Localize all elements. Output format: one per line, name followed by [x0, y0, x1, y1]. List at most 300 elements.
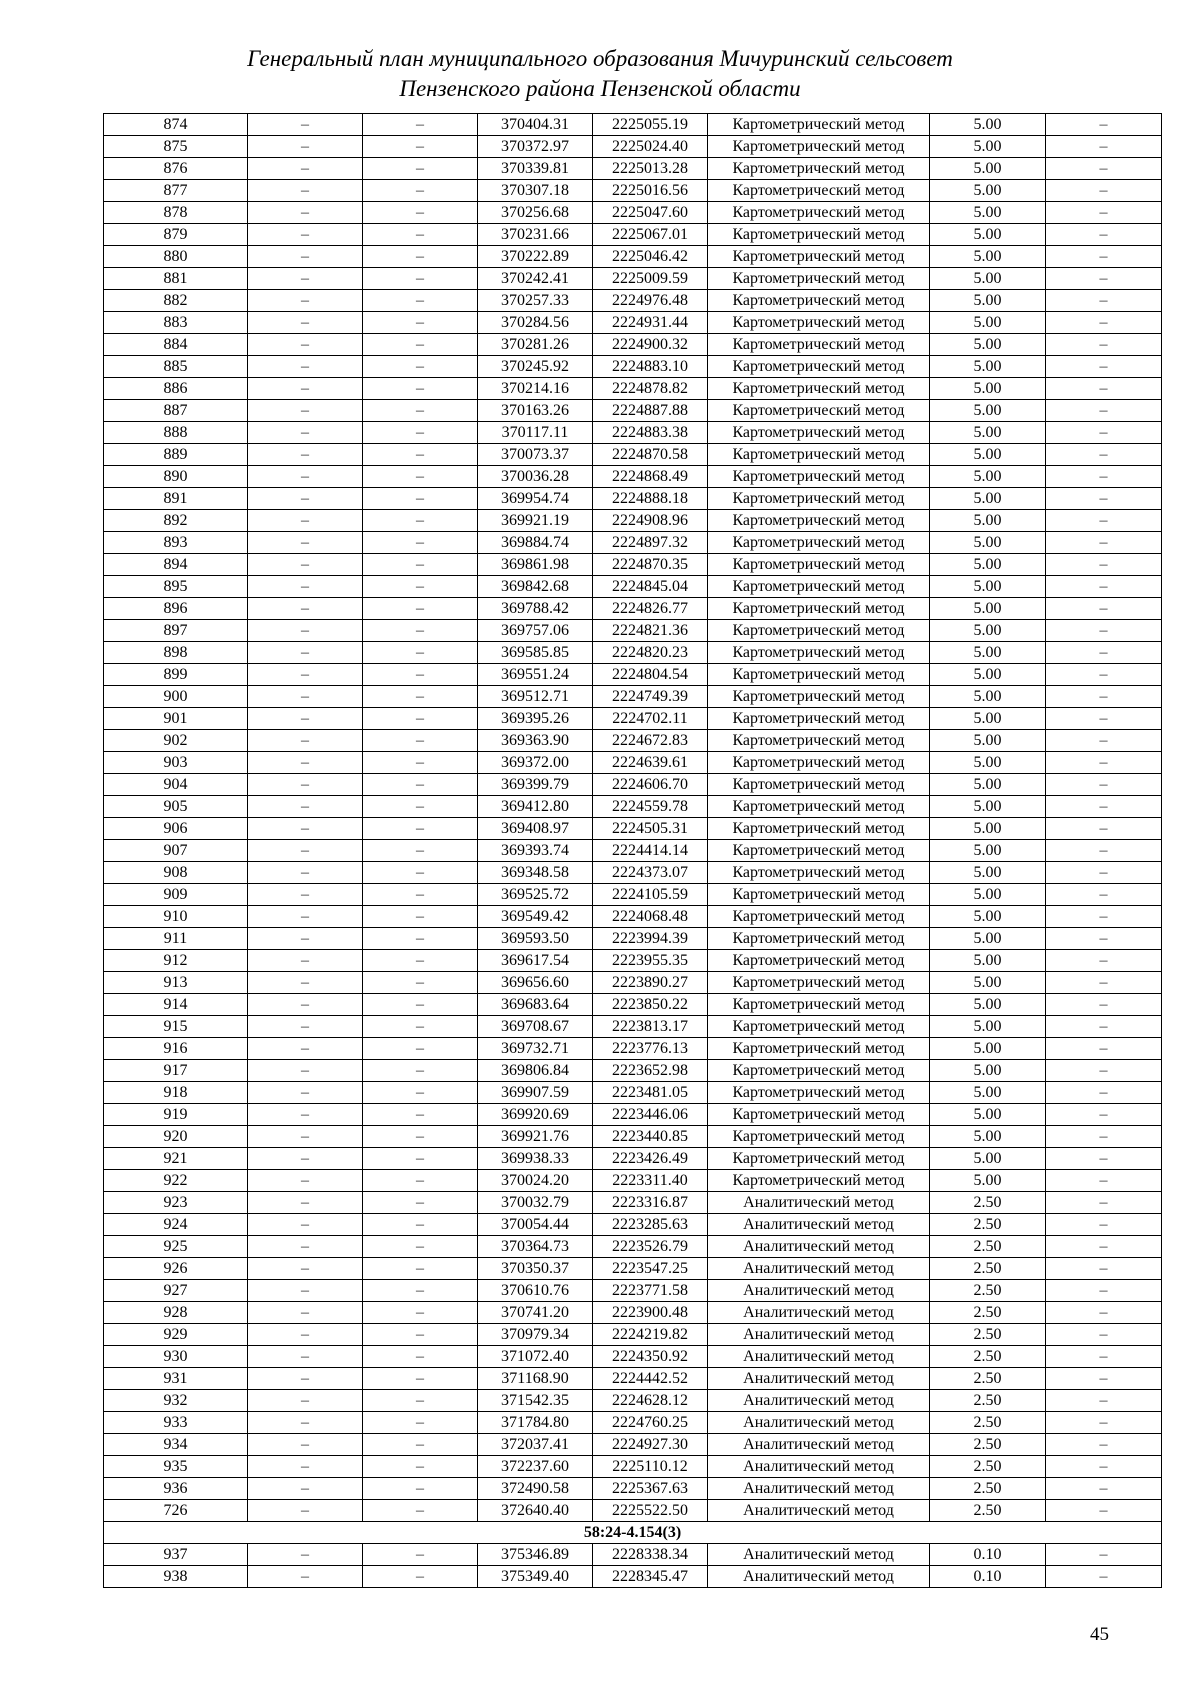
y-coordinate-cell: 2224870.58 [593, 444, 708, 466]
point-number-cell: 911 [104, 928, 248, 950]
empty-value-cell: – [1046, 1126, 1162, 1148]
header-line-1: Генеральный план муниципального образования Мичуринский сельсовет [247, 46, 953, 71]
point-number-cell: 900 [104, 686, 248, 708]
accuracy-cell: 5.00 [930, 532, 1046, 554]
method-cell: Картометрический метод [708, 444, 930, 466]
x-coordinate-cell: 369938.33 [478, 1148, 593, 1170]
method-cell: Картометрический метод [708, 1082, 930, 1104]
table-row [104, 1390, 1162, 1412]
empty-value-cell: – [363, 708, 478, 730]
y-coordinate-cell: 2225067.01 [593, 224, 708, 246]
x-coordinate-cell: 371168.90 [478, 1368, 593, 1390]
empty-value-cell: – [1046, 950, 1162, 972]
accuracy-cell: 5.00 [930, 774, 1046, 796]
x-coordinate-cell: 369842.68 [478, 576, 593, 598]
empty-value-cell: – [1046, 906, 1162, 928]
empty-value-cell: – [1046, 620, 1162, 642]
accuracy-cell: 5.00 [930, 1082, 1046, 1104]
method-cell: Картометрический метод [708, 1016, 930, 1038]
method-cell: Аналитический метод [708, 1258, 930, 1280]
empty-value-cell: – [248, 950, 363, 972]
x-coordinate-cell: 369551.24 [478, 664, 593, 686]
x-coordinate-cell: 375346.89 [478, 1544, 593, 1566]
empty-value-cell: – [248, 1280, 363, 1302]
empty-value-cell: – [363, 466, 478, 488]
empty-value-cell: – [1046, 1082, 1162, 1104]
x-coordinate-cell: 369757.06 [478, 620, 593, 642]
empty-value-cell: – [1046, 1390, 1162, 1412]
y-coordinate-cell: 2224883.10 [593, 356, 708, 378]
y-coordinate-cell: 2224845.04 [593, 576, 708, 598]
y-coordinate-cell: 2223481.05 [593, 1082, 708, 1104]
accuracy-cell: 2.50 [930, 1214, 1046, 1236]
accuracy-cell: 5.00 [930, 136, 1046, 158]
method-cell: Аналитический метод [708, 1566, 930, 1588]
empty-value-cell: – [248, 510, 363, 532]
x-coordinate-cell: 370284.56 [478, 312, 593, 334]
point-number-cell: 936 [104, 1478, 248, 1500]
accuracy-cell: 5.00 [930, 180, 1046, 202]
empty-value-cell: – [248, 994, 363, 1016]
empty-value-cell: – [1046, 752, 1162, 774]
empty-value-cell: – [363, 906, 478, 928]
empty-value-cell: – [248, 268, 363, 290]
table-row [104, 576, 1162, 598]
empty-value-cell: – [248, 1126, 363, 1148]
empty-value-cell: – [248, 906, 363, 928]
y-coordinate-cell: 2223526.79 [593, 1236, 708, 1258]
empty-value-cell: – [1046, 1324, 1162, 1346]
empty-value-cell: – [248, 576, 363, 598]
empty-value-cell: – [363, 1390, 478, 1412]
method-cell: Картометрический метод [708, 862, 930, 884]
empty-value-cell: – [248, 1038, 363, 1060]
method-cell: Картометрический метод [708, 290, 930, 312]
accuracy-cell: 5.00 [930, 598, 1046, 620]
point-number-cell: 880 [104, 246, 248, 268]
empty-value-cell: – [248, 378, 363, 400]
empty-value-cell: – [1046, 378, 1162, 400]
empty-value-cell: – [248, 488, 363, 510]
method-cell: Картометрический метод [708, 378, 930, 400]
empty-value-cell: – [363, 620, 478, 642]
empty-value-cell: – [1046, 1434, 1162, 1456]
method-cell: Картометрический метод [708, 994, 930, 1016]
method-cell: Картометрический метод [708, 510, 930, 532]
empty-value-cell: – [248, 1346, 363, 1368]
method-cell: Картометрический метод [708, 642, 930, 664]
accuracy-cell: 5.00 [930, 950, 1046, 972]
empty-value-cell: – [1046, 862, 1162, 884]
method-cell: Картометрический метод [708, 136, 930, 158]
table-row [104, 1060, 1162, 1082]
table-row [104, 796, 1162, 818]
y-coordinate-cell: 2223426.49 [593, 1148, 708, 1170]
point-number-cell: 908 [104, 862, 248, 884]
y-coordinate-cell: 2224068.48 [593, 906, 708, 928]
empty-value-cell: – [248, 598, 363, 620]
x-coordinate-cell: 369585.85 [478, 642, 593, 664]
method-cell: Аналитический метод [708, 1434, 930, 1456]
x-coordinate-cell: 370036.28 [478, 466, 593, 488]
empty-value-cell: – [363, 444, 478, 466]
y-coordinate-cell: 2223890.27 [593, 972, 708, 994]
table-row [104, 180, 1162, 202]
y-coordinate-cell: 2224976.48 [593, 290, 708, 312]
point-number-cell: 920 [104, 1126, 248, 1148]
y-coordinate-cell: 2223771.58 [593, 1280, 708, 1302]
accuracy-cell: 2.50 [930, 1192, 1046, 1214]
method-cell: Аналитический метод [708, 1324, 930, 1346]
empty-value-cell: – [248, 1082, 363, 1104]
empty-value-cell: – [248, 818, 363, 840]
x-coordinate-cell: 369408.97 [478, 818, 593, 840]
point-number-cell: 914 [104, 994, 248, 1016]
empty-value-cell: – [248, 1390, 363, 1412]
empty-value-cell: – [248, 1016, 363, 1038]
table-row [104, 1544, 1162, 1566]
empty-value-cell: – [363, 1566, 478, 1588]
empty-value-cell: – [248, 422, 363, 444]
empty-value-cell: – [363, 1236, 478, 1258]
x-coordinate-cell: 370032.79 [478, 1192, 593, 1214]
method-cell: Картометрический метод [708, 1148, 930, 1170]
x-coordinate-cell: 370231.66 [478, 224, 593, 246]
empty-value-cell: – [363, 158, 478, 180]
x-coordinate-cell: 375349.40 [478, 1566, 593, 1588]
empty-value-cell: – [363, 378, 478, 400]
accuracy-cell: 5.00 [930, 488, 1046, 510]
accuracy-cell: 2.50 [930, 1324, 1046, 1346]
method-cell: Аналитический метод [708, 1544, 930, 1566]
empty-value-cell: – [363, 1478, 478, 1500]
method-cell: Картометрический метод [708, 114, 930, 136]
point-number-cell: 877 [104, 180, 248, 202]
empty-value-cell: – [248, 1170, 363, 1192]
method-cell: Аналитический метод [708, 1456, 930, 1478]
point-number-cell: 917 [104, 1060, 248, 1082]
empty-value-cell: – [1046, 796, 1162, 818]
x-coordinate-cell: 370256.68 [478, 202, 593, 224]
x-coordinate-cell: 370307.18 [478, 180, 593, 202]
empty-value-cell: – [363, 356, 478, 378]
method-cell: Картометрический метод [708, 180, 930, 202]
x-coordinate-cell: 369395.26 [478, 708, 593, 730]
empty-value-cell: – [363, 796, 478, 818]
table-row [104, 950, 1162, 972]
y-coordinate-cell: 2223850.22 [593, 994, 708, 1016]
x-coordinate-cell: 370245.92 [478, 356, 593, 378]
accuracy-cell: 2.50 [930, 1500, 1046, 1522]
table-row [104, 664, 1162, 686]
table-row [104, 356, 1162, 378]
empty-value-cell: – [363, 1500, 478, 1522]
empty-value-cell: – [1046, 466, 1162, 488]
empty-value-cell: – [363, 1346, 478, 1368]
empty-value-cell: – [1046, 1236, 1162, 1258]
accuracy-cell: 5.00 [930, 884, 1046, 906]
y-coordinate-cell: 2224672.83 [593, 730, 708, 752]
y-coordinate-cell: 2224883.38 [593, 422, 708, 444]
empty-value-cell: – [248, 1368, 363, 1390]
empty-value-cell: – [363, 312, 478, 334]
accuracy-cell: 5.00 [930, 466, 1046, 488]
x-coordinate-cell: 369593.50 [478, 928, 593, 950]
table-row [104, 1082, 1162, 1104]
x-coordinate-cell: 370339.81 [478, 158, 593, 180]
accuracy-cell: 5.00 [930, 202, 1046, 224]
table-row [104, 488, 1162, 510]
y-coordinate-cell: 2224442.52 [593, 1368, 708, 1390]
empty-value-cell: – [248, 1324, 363, 1346]
point-number-cell: 881 [104, 268, 248, 290]
empty-value-cell: – [1046, 1566, 1162, 1588]
table-row [104, 1302, 1162, 1324]
point-number-cell: 882 [104, 290, 248, 312]
empty-value-cell: – [1046, 554, 1162, 576]
point-number-cell: 928 [104, 1302, 248, 1324]
point-number-cell: 890 [104, 466, 248, 488]
table-row [104, 730, 1162, 752]
empty-value-cell: – [1046, 246, 1162, 268]
y-coordinate-cell: 2224505.31 [593, 818, 708, 840]
empty-value-cell: – [363, 1082, 478, 1104]
method-cell: Картометрический метод [708, 334, 930, 356]
empty-value-cell: – [1046, 290, 1162, 312]
empty-value-cell: – [363, 840, 478, 862]
method-cell: Аналитический метод [708, 1236, 930, 1258]
empty-value-cell: – [1046, 1346, 1162, 1368]
empty-value-cell: – [363, 1258, 478, 1280]
method-cell: Картометрический метод [708, 774, 930, 796]
y-coordinate-cell: 2224350.92 [593, 1346, 708, 1368]
y-coordinate-cell: 2228345.47 [593, 1566, 708, 1588]
method-cell: Аналитический метод [708, 1368, 930, 1390]
method-cell: Картометрический метод [708, 664, 930, 686]
point-number-cell: 887 [104, 400, 248, 422]
point-number-cell: 897 [104, 620, 248, 642]
method-cell: Картометрический метод [708, 950, 930, 972]
point-number-cell: 926 [104, 1258, 248, 1280]
empty-value-cell: – [363, 180, 478, 202]
empty-value-cell: – [363, 818, 478, 840]
table-row [104, 1346, 1162, 1368]
table-row [104, 620, 1162, 642]
point-number-cell: 901 [104, 708, 248, 730]
point-number-cell: 892 [104, 510, 248, 532]
table-row [104, 1500, 1162, 1522]
accuracy-cell: 0.10 [930, 1544, 1046, 1566]
empty-value-cell: – [363, 1368, 478, 1390]
table-row [104, 422, 1162, 444]
table-row [104, 290, 1162, 312]
x-coordinate-cell: 372490.58 [478, 1478, 593, 1500]
accuracy-cell: 5.00 [930, 444, 1046, 466]
method-cell: Картометрический метод [708, 818, 930, 840]
empty-value-cell: – [248, 1214, 363, 1236]
point-number-cell: 878 [104, 202, 248, 224]
accuracy-cell: 5.00 [930, 840, 1046, 862]
x-coordinate-cell: 369732.71 [478, 1038, 593, 1060]
point-number-cell: 893 [104, 532, 248, 554]
x-coordinate-cell: 369393.74 [478, 840, 593, 862]
table-row [104, 994, 1162, 1016]
empty-value-cell: – [363, 532, 478, 554]
table-row [104, 1368, 1162, 1390]
table-row [104, 1170, 1162, 1192]
empty-value-cell: – [248, 620, 363, 642]
x-coordinate-cell: 369525.72 [478, 884, 593, 906]
y-coordinate-cell: 2225046.42 [593, 246, 708, 268]
point-number-cell: 906 [104, 818, 248, 840]
point-number-cell: 932 [104, 1390, 248, 1412]
method-cell: Картометрический метод [708, 708, 930, 730]
y-coordinate-cell: 2224870.35 [593, 554, 708, 576]
method-cell: Аналитический метод [708, 1192, 930, 1214]
x-coordinate-cell: 370372.97 [478, 136, 593, 158]
point-number-cell: 925 [104, 1236, 248, 1258]
y-coordinate-cell: 2224908.96 [593, 510, 708, 532]
y-coordinate-cell: 2223652.98 [593, 1060, 708, 1082]
empty-value-cell: – [363, 576, 478, 598]
empty-value-cell: – [363, 202, 478, 224]
table-row [104, 378, 1162, 400]
point-number-cell: 924 [104, 1214, 248, 1236]
accuracy-cell: 5.00 [930, 796, 1046, 818]
table-row [104, 510, 1162, 532]
y-coordinate-cell: 2223900.48 [593, 1302, 708, 1324]
accuracy-cell: 2.50 [930, 1390, 1046, 1412]
empty-value-cell: – [363, 598, 478, 620]
accuracy-cell: 2.50 [930, 1302, 1046, 1324]
table-row [104, 1478, 1162, 1500]
y-coordinate-cell: 2223547.25 [593, 1258, 708, 1280]
x-coordinate-cell: 370117.11 [478, 422, 593, 444]
method-cell: Картометрический метод [708, 312, 930, 334]
point-number-cell: 904 [104, 774, 248, 796]
y-coordinate-cell: 2224804.54 [593, 664, 708, 686]
empty-value-cell: – [248, 532, 363, 554]
x-coordinate-cell: 369363.90 [478, 730, 593, 752]
accuracy-cell: 2.50 [930, 1346, 1046, 1368]
empty-value-cell: – [1046, 1192, 1162, 1214]
method-cell: Картометрический метод [708, 840, 930, 862]
header-line-2: Пензенского района Пензенской области [399, 76, 801, 101]
empty-value-cell: – [248, 796, 363, 818]
table-row [104, 224, 1162, 246]
x-coordinate-cell: 369549.42 [478, 906, 593, 928]
table-row [104, 1104, 1162, 1126]
empty-value-cell: – [1046, 334, 1162, 356]
method-cell: Картометрический метод [708, 466, 930, 488]
y-coordinate-cell: 2224927.30 [593, 1434, 708, 1456]
y-coordinate-cell: 2224749.39 [593, 686, 708, 708]
point-number-cell: 934 [104, 1434, 248, 1456]
point-number-cell: 899 [104, 664, 248, 686]
empty-value-cell: – [363, 554, 478, 576]
y-coordinate-cell: 2228338.34 [593, 1544, 708, 1566]
empty-value-cell: – [248, 774, 363, 796]
method-cell: Картометрический метод [708, 356, 930, 378]
y-coordinate-cell: 2224760.25 [593, 1412, 708, 1434]
empty-value-cell: – [363, 136, 478, 158]
empty-value-cell: – [248, 1192, 363, 1214]
table-row [104, 312, 1162, 334]
empty-value-cell: – [248, 114, 363, 136]
table-row [104, 1566, 1162, 1588]
x-coordinate-cell: 370741.20 [478, 1302, 593, 1324]
point-number-cell: 874 [104, 114, 248, 136]
empty-value-cell: – [363, 1104, 478, 1126]
empty-value-cell: – [1046, 268, 1162, 290]
empty-value-cell: – [1046, 576, 1162, 598]
method-cell: Картометрический метод [708, 928, 930, 950]
table-row [104, 1148, 1162, 1170]
empty-value-cell: – [248, 1104, 363, 1126]
empty-value-cell: – [248, 1434, 363, 1456]
table-row [104, 708, 1162, 730]
section-row [104, 1522, 1162, 1544]
method-cell: Аналитический метод [708, 1390, 930, 1412]
empty-value-cell: – [363, 1192, 478, 1214]
empty-value-cell: – [1046, 1060, 1162, 1082]
table-row [104, 598, 1162, 620]
method-cell: Картометрический метод [708, 884, 930, 906]
y-coordinate-cell: 2225367.63 [593, 1478, 708, 1500]
method-cell: Картометрический метод [708, 730, 930, 752]
empty-value-cell: – [248, 664, 363, 686]
y-coordinate-cell: 2223446.06 [593, 1104, 708, 1126]
accuracy-cell: 5.00 [930, 862, 1046, 884]
empty-value-cell: – [248, 158, 363, 180]
y-coordinate-cell: 2225009.59 [593, 268, 708, 290]
accuracy-cell: 5.00 [930, 158, 1046, 180]
empty-value-cell: – [248, 1060, 363, 1082]
point-number-cell: 886 [104, 378, 248, 400]
empty-value-cell: – [1046, 1302, 1162, 1324]
empty-value-cell: – [1046, 1148, 1162, 1170]
y-coordinate-cell: 2224606.70 [593, 774, 708, 796]
empty-value-cell: – [248, 972, 363, 994]
x-coordinate-cell: 370281.26 [478, 334, 593, 356]
y-coordinate-cell: 2225024.40 [593, 136, 708, 158]
x-coordinate-cell: 369399.79 [478, 774, 593, 796]
empty-value-cell: – [248, 1566, 363, 1588]
method-cell: Аналитический метод [708, 1280, 930, 1302]
table-row [104, 268, 1162, 290]
empty-value-cell: – [248, 1412, 363, 1434]
accuracy-cell: 2.50 [930, 1236, 1046, 1258]
empty-value-cell: – [1046, 532, 1162, 554]
point-number-cell: 913 [104, 972, 248, 994]
method-cell: Аналитический метод [708, 1500, 930, 1522]
empty-value-cell: – [248, 224, 363, 246]
y-coordinate-cell: 2225110.12 [593, 1456, 708, 1478]
table-row [104, 752, 1162, 774]
table-row [104, 972, 1162, 994]
accuracy-cell: 5.00 [930, 114, 1046, 136]
method-cell: Аналитический метод [708, 1346, 930, 1368]
point-number-cell: 918 [104, 1082, 248, 1104]
empty-value-cell: – [248, 1302, 363, 1324]
accuracy-cell: 5.00 [930, 1170, 1046, 1192]
point-number-cell: 894 [104, 554, 248, 576]
y-coordinate-cell: 2224900.32 [593, 334, 708, 356]
method-cell: Картометрический метод [708, 268, 930, 290]
y-coordinate-cell: 2224559.78 [593, 796, 708, 818]
accuracy-cell: 5.00 [930, 708, 1046, 730]
method-cell: Аналитический метод [708, 1478, 930, 1500]
